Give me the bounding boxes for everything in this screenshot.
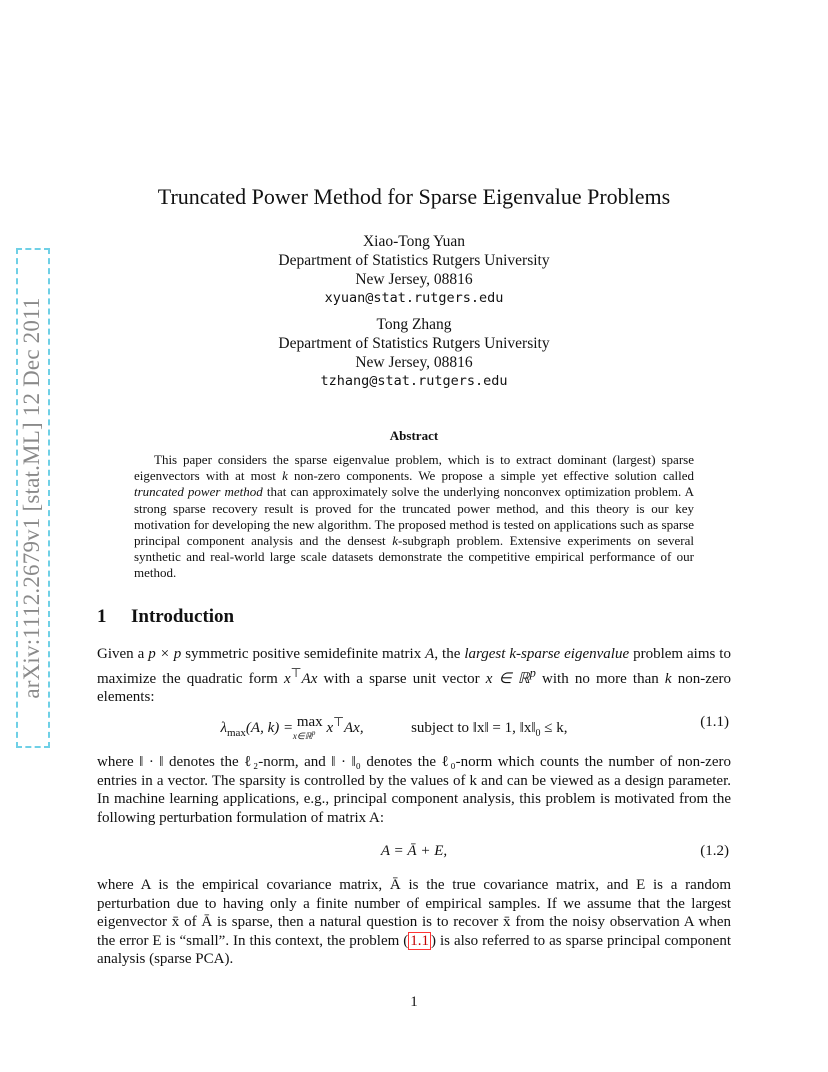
abstract-text: non-zero components. We propose a simple yet effective solution called bbox=[287, 468, 694, 484]
math: x bbox=[283, 670, 291, 687]
math: Ax, bbox=[344, 720, 364, 736]
text: with a sparse unit vector bbox=[317, 670, 486, 687]
arxiv-stamp-text: arXiv:1112.2679v1 [stat.ML] 12 Dec 2011 bbox=[19, 297, 44, 699]
math: λ bbox=[220, 720, 227, 736]
math: A bbox=[425, 646, 435, 662]
paragraph-text: where ‖ · ‖ denotes the ℓ₂-norm, and ‖ · ‖₀ denotes the ℓ₀-norm which counts the number of non-zero entries in a vector. The sparsity is controlled by the values of k and can be viewed as a design parameter. In machine learning applications, e.g., principal component analysis, this problem is motivated from the following perturbation formulation of matrix A: bbox=[97, 754, 731, 826]
math: 0 bbox=[535, 728, 541, 739]
author-name: Xiao-Tong Yuan bbox=[362, 233, 466, 250]
abstract-method-name: truncated power method bbox=[134, 484, 263, 500]
paragraph-1 bbox=[97, 645, 731, 707]
math: ⊤ bbox=[290, 665, 302, 680]
abstract-k: k bbox=[392, 533, 398, 549]
equation-1-1 bbox=[97, 714, 731, 741]
section-number: 1 bbox=[97, 606, 107, 627]
abstract-paragraph bbox=[134, 452, 694, 582]
paragraph-text: is also referred to as sparse principal component analysis (sparse PCA). bbox=[97, 932, 731, 968]
math: max bbox=[226, 727, 246, 739]
equation-body: A = Ā + E, bbox=[380, 843, 448, 859]
abstract-k: k bbox=[282, 468, 288, 484]
math: p bbox=[311, 729, 316, 737]
author-email: tzhang@stat.rutgers.edu bbox=[320, 373, 508, 389]
author-department: Department of Statistics Rutgers University bbox=[278, 335, 550, 352]
math: ⊤ bbox=[333, 715, 344, 729]
math: x∈ℝ bbox=[292, 731, 312, 741]
max-operator bbox=[292, 714, 323, 741]
author-email: xyuan@stat.rutgers.edu bbox=[324, 290, 504, 306]
abstract-text: This paper considers the sparse eigenvalue problem, which is to extract dominant (largest) sparse eigenvectors with at most bbox=[134, 452, 694, 484]
equation-number: (1.1) bbox=[700, 714, 729, 730]
author-location: New Jersey, 08816 bbox=[355, 354, 473, 371]
math: x ∈ ℝ bbox=[485, 670, 530, 687]
math: subject to ‖x‖ = 1, ‖x‖ bbox=[411, 720, 536, 736]
equation-number: (1.2) bbox=[700, 843, 729, 859]
text: problem aims to maximize the quadratic form bbox=[97, 646, 731, 687]
paragraph-text: where A is the empirical covariance matrix, Ā is the true covariance matrix, and E is a random perturbation due to having only a finite number of empirical samples. If we assume that the largest eigenvector x̄ of Ā is sparse, then a natural question is to recover x̄ from the noisy observation A when the error E is “small”. In this context, the problem bbox=[97, 877, 731, 949]
equation-body bbox=[57, 714, 731, 739]
abstract-text: that can approximately solve the underlying nonconvex optimization problem. A strong sparse recovery result is proved for the truncated power method, and this theory is our key motivation for developing the new algorithm. The proposed method is tested on applications such as sparse principal component analysis and the densest bbox=[134, 484, 695, 549]
text: , the bbox=[434, 646, 465, 662]
text: non-zero elements: bbox=[97, 670, 732, 706]
abstract-heading: Abstract bbox=[389, 428, 439, 443]
section-heading bbox=[97, 606, 234, 628]
paragraph-2 bbox=[97, 753, 731, 827]
author-department: Department of Statistics Rutgers University bbox=[278, 252, 550, 269]
page-number: 1 bbox=[410, 994, 418, 1010]
text: symmetric positive semidefinite matrix bbox=[181, 646, 426, 662]
math: (A, k) = bbox=[245, 720, 297, 736]
abstract-text: -subgraph problem. Extensive experiments on several synthetic and real-world large scale datasets demonstrate the competitive empirical performance of our method. bbox=[134, 533, 694, 581]
equation-reference-link[interactable]: 1.1 bbox=[410, 932, 430, 949]
math: p × p bbox=[148, 646, 182, 662]
math: p bbox=[529, 665, 536, 680]
text: with no more than bbox=[535, 670, 665, 687]
author-name: Tong Zhang bbox=[376, 316, 452, 333]
math: Ax bbox=[301, 670, 318, 687]
math: x bbox=[322, 720, 334, 736]
section-title: Introduction bbox=[131, 606, 235, 627]
author-block-1 bbox=[0, 232, 828, 308]
paragraph-3: where A is the empirical covariance matrix, Ā is the true covariance matrix, and E is a random perturbation due to having only a finite number of empirical samples. If we assume that the largest eigenvector x̄ of Ā is sparse, then a natural question is to recover x̄ from the noisy observation A when the error E is “small”. In this context, the problem ( 1.1 ) is also referred to as sparse principal component analysis (sparse PCA). bbox=[97, 877, 731, 968]
math: k bbox=[664, 670, 672, 687]
emphasis: largest k-sparse eigenvalue bbox=[464, 646, 630, 662]
math: max bbox=[296, 714, 323, 730]
max-subscript bbox=[293, 729, 315, 742]
author-location: New Jersey, 08816 bbox=[355, 271, 473, 288]
equation-1-2 bbox=[97, 843, 731, 867]
text: Given a bbox=[97, 646, 149, 662]
math: ≤ k, bbox=[540, 720, 568, 736]
abstract-body bbox=[134, 452, 694, 582]
paper-title: Truncated Power Method for Sparse Eigenvalue Problems bbox=[157, 184, 671, 209]
author-block-2 bbox=[0, 315, 828, 391]
